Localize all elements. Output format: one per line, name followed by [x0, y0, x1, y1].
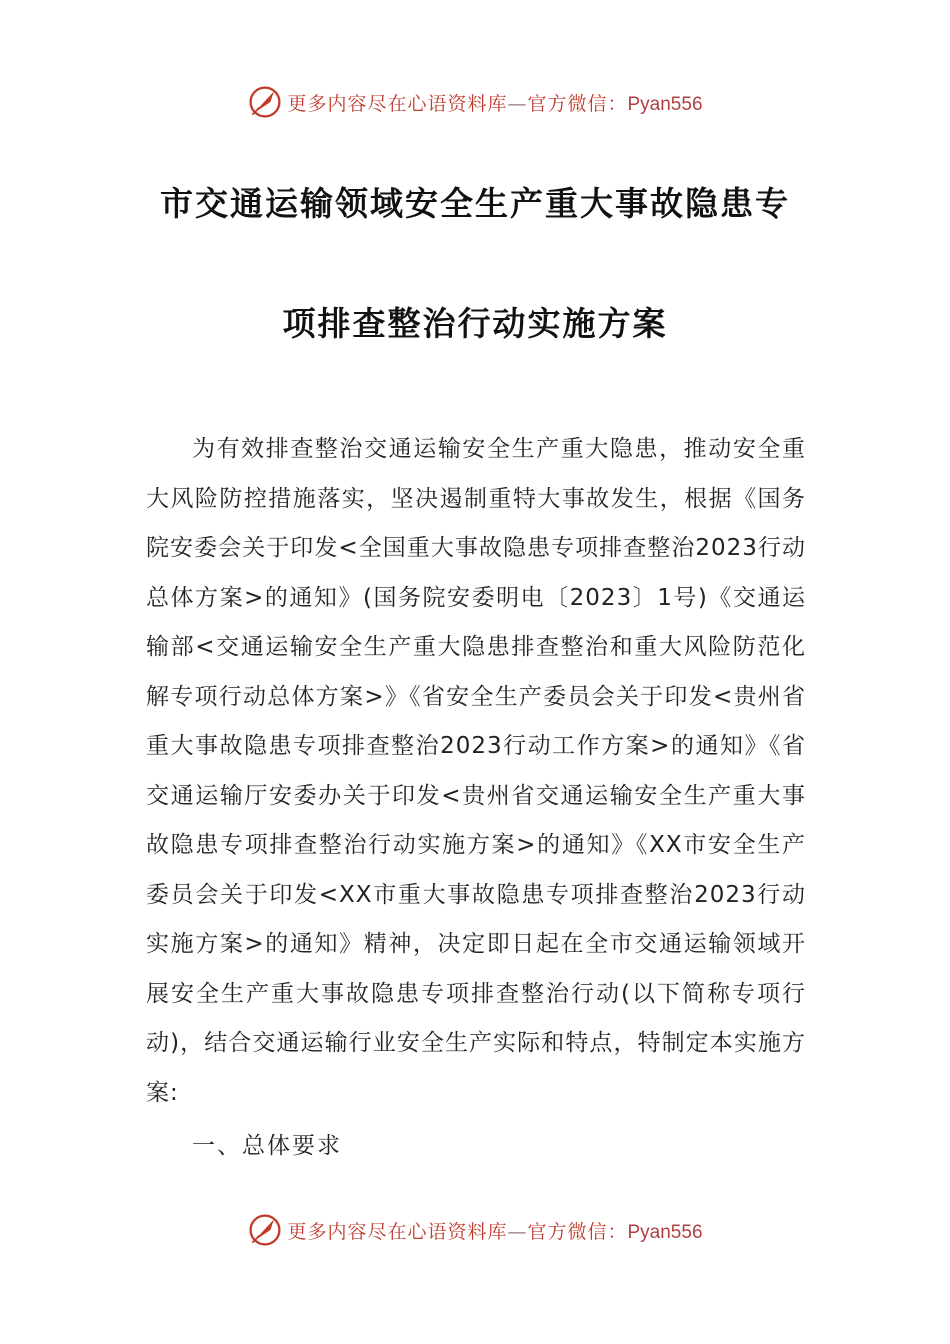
banner-text: 更多内容尽在心语资料库—官方微信：Pyan556: [287, 1220, 703, 1243]
document-title-line2: 项排查整治行动实施方案: [282, 304, 668, 343]
body-text: [146, 425, 806, 1118]
section-heading: 一、总体要求: [192, 1133, 342, 1159]
document-title-line1: 市交通运输领域安全生产重大事故隐患专: [160, 184, 790, 223]
quill-logo-icon: [247, 1212, 283, 1248]
quill-logo-icon: [247, 84, 283, 120]
intro-paragraph: 为有效排查整治交通运输安全生产重大隐患，推动安全重大风险防控措施落实，坚决遏制重特大事故发生，根据《国务院安委会关于印发<全国重大事故隐患专项排查整治2023行动总体方案>的通知》(国务院安委明电〔2023〕1号)《交通运输部<交通运输安全生产重大隐患排查整治和重大风险防范化解专项行动总体方案>》《省安全生产委员会关于印发<贵州省重大事故隐患专项排查整治2023行动工作方案>的通知》《省交通运输厅安委办关于印发<贵州省交通运输安全生产重大事故隐患专项排查整治行动实施方案>的通知》《XX市安全生产委员会关于印发<XX市重大事故隐患专项排查整治2023行动实施方案>的通知》精神，决定即日起在全市交通运输领域开展安全生产重大事故隐患专项排查整治行动(以下简称专项行动)，结合交通运输行业安全生产实际和特点，特制定本实施方案:: [146, 436, 806, 1106]
header-banner: [0, 82, 950, 122]
footer-banner: [0, 1210, 950, 1250]
banner-text: 更多内容尽在心语资料库—官方微信：Pyan556: [287, 92, 703, 115]
